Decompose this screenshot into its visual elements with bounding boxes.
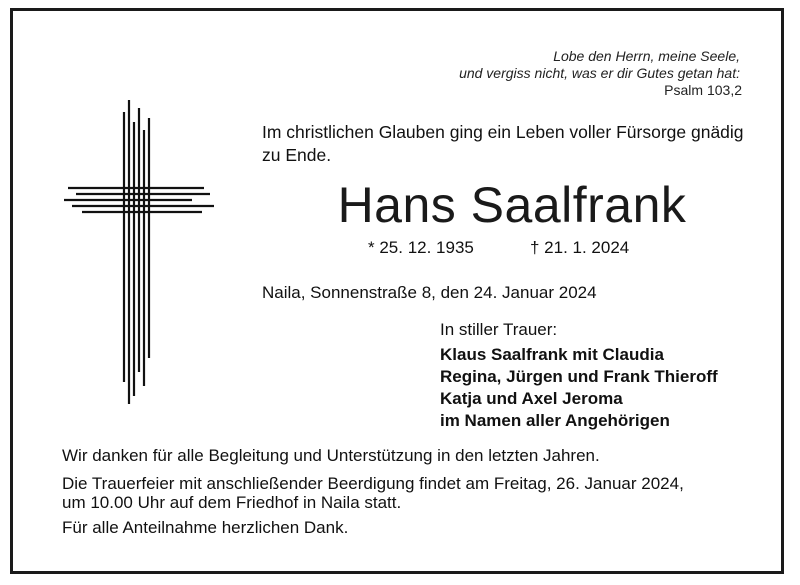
funeral-line-1: Die Trauerfeier mit anschließender Beerdigung findet am Freitag, 26. Januar 2024, (62, 474, 684, 493)
psalm-reference: Psalm 103,2 (664, 82, 742, 98)
intro-text: Im christlichen Glauben ging ein Leben voller Fürsorge gnädig zu Ende. (262, 122, 744, 165)
psalm-line-2: und vergiss nicht, was er dir Gutes getan hat: (459, 65, 740, 81)
funeral-line-2: um 10.00 Uhr auf dem Friedhof in Naila statt. (62, 493, 402, 512)
thanks-text: Wir danken für alle Begleitung und Unterstützung in den letzten Jahren. (62, 446, 600, 465)
mourner-line: Regina, Jürgen und Frank Thieroff (440, 367, 718, 386)
cross-icon (64, 100, 214, 410)
mourner-line: Klaus Saalfrank mit Claudia (440, 345, 664, 364)
final-thanks: Für alle Anteilnahme herzlichen Dank. (62, 518, 349, 537)
psalm-line-1: Lobe den Herrn, meine Seele, (553, 48, 740, 64)
birth-date: * 25. 12. 1935 (368, 238, 474, 257)
deceased-name: Hans Saalfrank (337, 177, 687, 233)
mourner-line: Katja und Axel Jeroma (440, 389, 623, 408)
death-date: † 21. 1. 2024 (530, 238, 630, 257)
mourner-line: im Namen aller Angehörigen (440, 411, 670, 430)
place-date: Naila, Sonnenstraße 8, den 24. Januar 2024 (262, 283, 597, 302)
mourners-heading: In stiller Trauer: (440, 320, 558, 339)
